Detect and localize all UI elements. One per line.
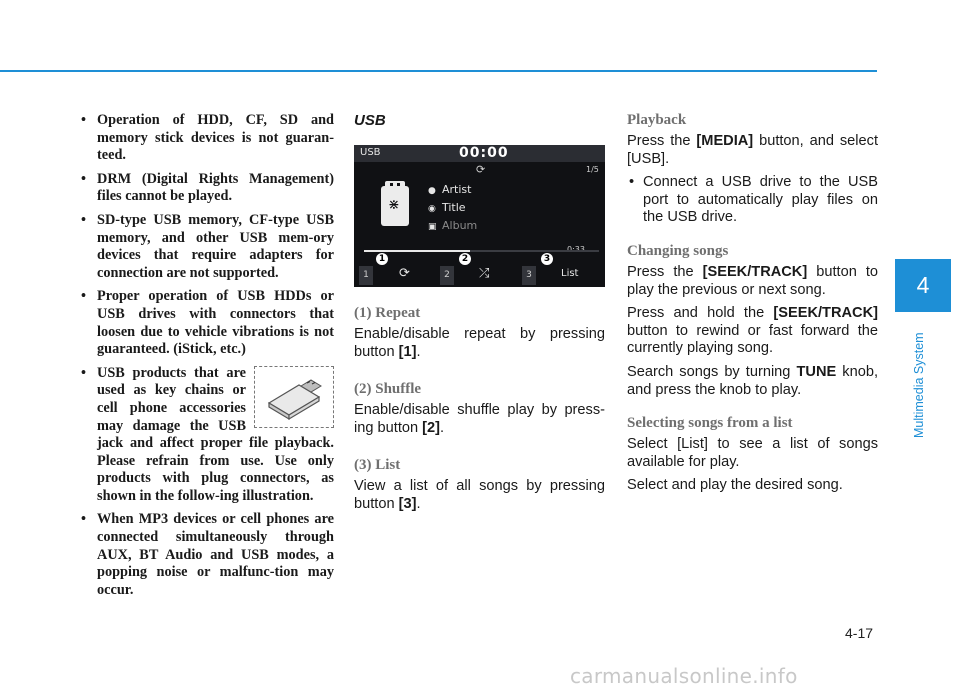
button-number-1: 1 bbox=[359, 266, 373, 285]
chapter-label-text: Multimedia System bbox=[912, 332, 926, 438]
tune-key: TUNE bbox=[796, 363, 837, 380]
shuffle-key: [2] bbox=[422, 419, 441, 436]
notes-column bbox=[76, 112, 334, 605]
artist-label: Artist bbox=[442, 183, 472, 196]
list-end: . bbox=[416, 495, 421, 512]
changing-3b: knob, and press the knob to play. bbox=[627, 363, 879, 398]
shuffle-text bbox=[354, 402, 605, 437]
list-item: • When MP3 devices or cell phones are connected simultaneously through AUX, BT Audio and USB modes, a popping noise or malfunc-tion may occur. bbox=[76, 511, 334, 599]
watermark: carmanualsonline.info bbox=[570, 664, 798, 688]
shuffle-button-icon[interactable]: ⤮ bbox=[479, 266, 490, 281]
shuffle-end: . bbox=[440, 419, 445, 436]
callout-2: 2 bbox=[459, 253, 471, 265]
list-text bbox=[354, 478, 605, 513]
repeat-button-icon[interactable]: ⟳ bbox=[399, 266, 410, 281]
list-item: • Operation of HDD, CF, SD and memory stick devices is not guaran-teed. bbox=[76, 112, 334, 165]
changing-2a: Press and hold the bbox=[627, 305, 774, 322]
header-rule bbox=[0, 70, 877, 72]
changing-2b: button to rewind or fast forward the currently playing song. bbox=[627, 322, 878, 357]
changing-text-1 bbox=[627, 264, 878, 299]
usb-screen bbox=[354, 145, 605, 287]
track-count: 1/5 bbox=[586, 165, 599, 174]
playback-text bbox=[627, 133, 878, 168]
changing-1a: Press the bbox=[627, 263, 703, 280]
seek-key-1: [SEEK/TRACK] bbox=[702, 263, 808, 280]
section-title: USB bbox=[354, 112, 386, 129]
playback-column bbox=[627, 112, 878, 501]
repeat-status-icon: ⟳ bbox=[476, 163, 486, 176]
list-item-text: USB products that are used as key chains or cell phone accessories may damage the USB jack and affect proper file playback. Please refrain from use. Use only products with plug connectors, as shown in the follow-ing illustration. bbox=[97, 364, 334, 504]
chapter-tab: 4 bbox=[895, 259, 951, 312]
button-number-2: 2 bbox=[440, 266, 454, 285]
seek-key-2: [SEEK/TRACK] bbox=[773, 305, 878, 322]
playback-heading: Playback bbox=[627, 112, 687, 128]
usb-stick-icon bbox=[263, 373, 325, 421]
chapter-label bbox=[910, 330, 932, 460]
selecting-text-1: Select [List] to see a list of songs available for play. bbox=[627, 436, 878, 470]
progress-bar[interactable] bbox=[364, 250, 599, 252]
usb-flash-drive-illustration bbox=[254, 366, 334, 428]
playback-list bbox=[627, 174, 878, 227]
list-key: [3] bbox=[398, 495, 417, 512]
list-button[interactable]: List bbox=[561, 268, 579, 279]
play-time: 00:00 bbox=[459, 145, 509, 161]
title-label: Title bbox=[442, 201, 466, 214]
callout-1: 1 bbox=[376, 253, 388, 265]
repeat-key: [1] bbox=[398, 343, 417, 360]
playback-text-b: button, and select [USB]. bbox=[627, 133, 879, 167]
artist-row bbox=[428, 183, 471, 196]
changing-1b: button to play the previous or next song. bbox=[627, 263, 878, 298]
shuffle-heading: (2) Shuffle bbox=[354, 381, 422, 398]
album-label: Album bbox=[442, 219, 478, 232]
shuffle-desc: Enable/disable shuffle play by press-ing button bbox=[354, 402, 605, 436]
list-item: • Connect a USB drive to the USB port to automatically play files on the USB drive. bbox=[627, 174, 878, 227]
repeat-desc: Enable/disable repeat by pressing button bbox=[354, 326, 605, 360]
album-row bbox=[428, 219, 477, 232]
list-item: • SD-type USB memory, CF-type USB memory, and other USB mem-ory devices that require adapters for connection are not supported. bbox=[76, 212, 334, 282]
repeat-heading: (1) Repeat bbox=[354, 305, 421, 321]
album-icon: ▣ bbox=[428, 222, 437, 232]
changing-text-2 bbox=[627, 305, 878, 358]
title-row bbox=[428, 201, 466, 214]
usb-column bbox=[354, 112, 605, 520]
list-item: • DRM (Digital Rights Management) files cannot be played. bbox=[76, 171, 334, 206]
selecting-text-2: Select and play the desired song. bbox=[627, 477, 843, 494]
disc-icon: ◉ bbox=[428, 204, 436, 214]
callout-3: 3 bbox=[541, 253, 553, 265]
changing-heading: Changing songs bbox=[627, 242, 729, 259]
list-heading: (3) List bbox=[354, 457, 401, 474]
media-key: [MEDIA] bbox=[696, 133, 754, 149]
selecting-heading: Selecting songs from a list bbox=[627, 415, 793, 432]
repeat-text bbox=[354, 326, 605, 361]
person-icon: ● bbox=[428, 186, 436, 196]
list-desc: View a list of all songs by pressing button bbox=[354, 478, 605, 512]
repeat-end: . bbox=[416, 343, 421, 360]
usb-device-icon: ⋇ bbox=[381, 186, 409, 226]
playback-text-a: Press the bbox=[627, 133, 697, 149]
notes-list bbox=[76, 112, 334, 599]
list-item: • Proper operation of USB HDDs or USB drives with connectors that loosen due to vehicle vibrations is not guaranteed. (iStick, etc.) bbox=[76, 288, 334, 358]
button-number-3: 3 bbox=[522, 266, 536, 285]
changing-text-3 bbox=[627, 364, 878, 399]
page-number: 4-17 bbox=[845, 625, 874, 641]
progress-fill bbox=[364, 250, 470, 252]
changing-3a: Search songs by turning bbox=[627, 363, 797, 380]
source-label: USB bbox=[360, 147, 381, 158]
list-item bbox=[76, 365, 334, 506]
